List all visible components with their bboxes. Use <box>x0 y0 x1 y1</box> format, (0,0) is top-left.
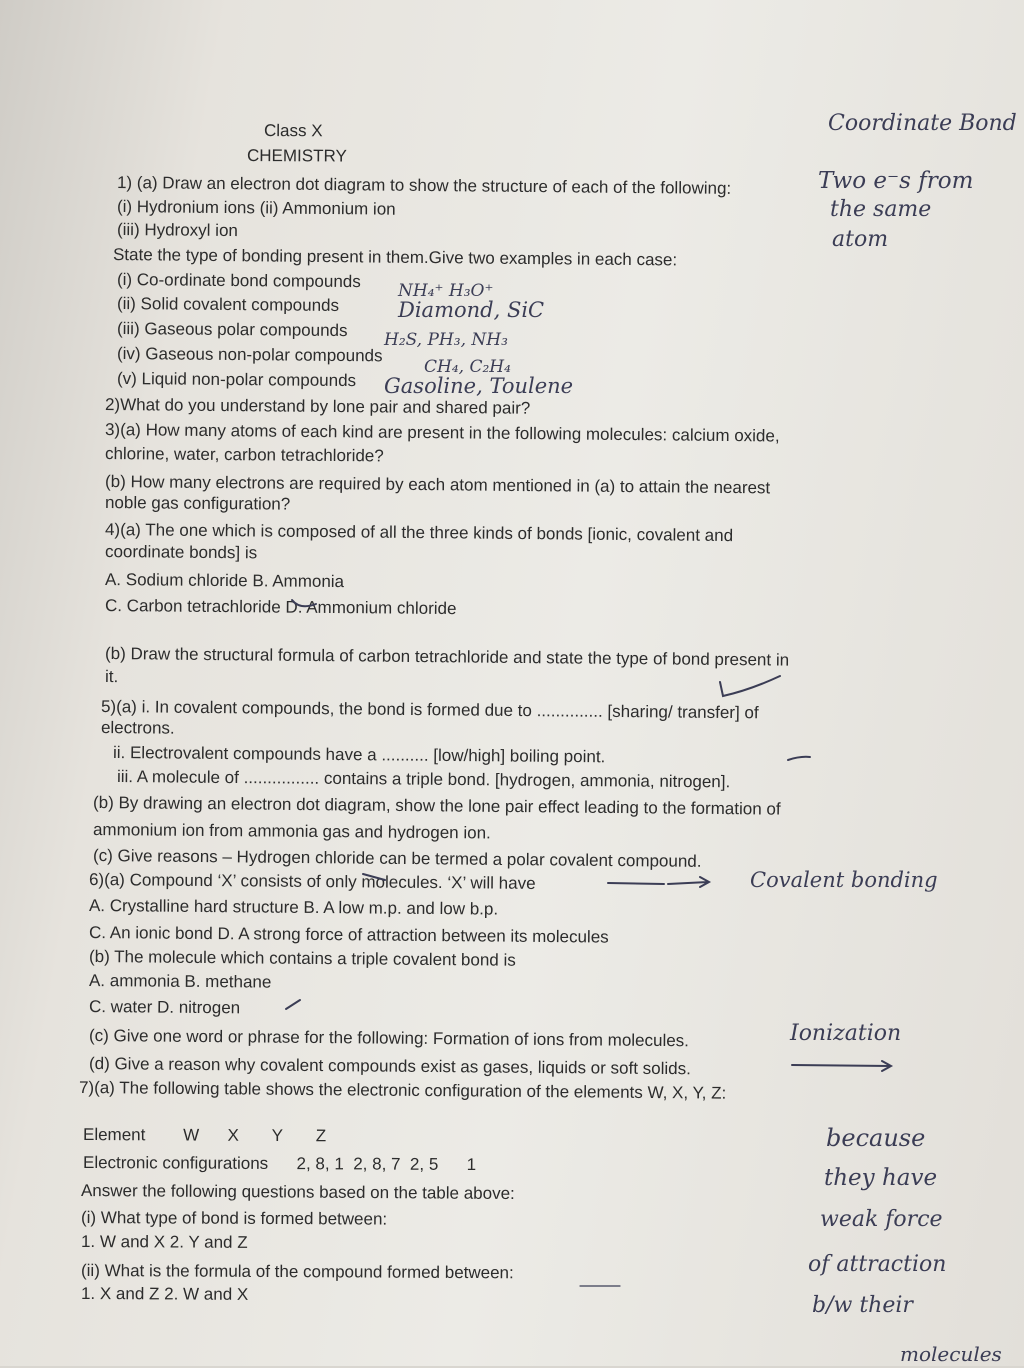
question-line: (c) Give one word or phrase for the following: Formation of ions from molecules. <box>88 1026 690 1051</box>
handwritten-note: Ionization <box>790 1021 902 1046</box>
handwritten-note: b/w their <box>812 1293 913 1318</box>
question-line: A. Sodium chloride B. Ammonia <box>104 570 345 592</box>
answer-arrow <box>792 1061 891 1071</box>
strike-through <box>363 874 385 880</box>
circle-mark <box>292 600 316 606</box>
question-line: (i) What type of bond is formed between: <box>80 1208 388 1229</box>
question-line: State the type of bonding present in them.Give two examples in each case: <box>112 245 678 270</box>
handwritten-note: molecules <box>900 1342 1002 1366</box>
question-line: ii. Electrovalent compounds have a .......... [low/high] boiling point. <box>112 743 606 767</box>
question-line: Answer the following questions based on the table above: <box>80 1181 515 1204</box>
handwritten-note: Gasoline, Toulene <box>384 374 574 398</box>
question-line: A. ammonia B. methane <box>88 971 272 992</box>
handwritten-note: Diamond, SiC <box>398 298 545 322</box>
handwritten-note: because <box>826 1124 926 1152</box>
question-line: electrons. <box>100 718 175 738</box>
question-line: (iii) Gaseous polar compounds <box>116 319 348 341</box>
handwritten-note: atom <box>832 227 889 252</box>
subject-title: CHEMISTRY <box>246 146 347 166</box>
question-line: 1. W and X 2. Y and Z <box>80 1232 248 1252</box>
question-line: 1) (a) Draw an electron dot diagram to show the structure of each of the following: <box>116 173 732 198</box>
question-line: (ii) What is the formula of the compound formed between: <box>80 1261 514 1283</box>
question-line: iii. A molecule of ................ contains a triple bond. [hydrogen, ammonia, nitrogen]. <box>116 767 731 792</box>
question-line: chlorine, water, carbon tetrachloride? <box>104 444 384 466</box>
question-line: (b) The molecule which contains a triple covalent bond is <box>88 947 516 970</box>
question-line: (iv) Gaseous non-polar compounds <box>116 344 383 366</box>
question-line: 4)(a) The one which is composed of all the three kinds of bonds [ionic, covalent and <box>104 520 734 546</box>
handwritten-note: H₂S, PH₃, NH₃ <box>384 330 508 350</box>
tick-mark <box>788 757 810 760</box>
handwritten-note: CH₄, C₂H₄ <box>424 357 511 377</box>
answer-arrow <box>608 877 709 887</box>
question-line: (c) Give reasons – Hydrogen chloride can be termed a polar covalent compound. <box>92 846 702 871</box>
question-line: (v) Liquid non-polar compounds <box>116 369 357 391</box>
handwritten-note: Two e⁻s from <box>818 168 974 194</box>
question-line: noble gas configuration? <box>104 493 291 514</box>
question-line: (i) Co-ordinate bond compounds <box>116 270 361 292</box>
handwritten-note: Covalent bonding <box>750 868 938 892</box>
question-line: ammonium ion from ammonia gas and hydrogen ion. <box>92 820 491 843</box>
question-line: (i) Hydronium ions (ii) Ammonium ion <box>116 197 396 219</box>
question-line: 7)(a) The following table shows the electronic configuration of the elements W, X, Y, Z: <box>78 1078 727 1103</box>
question-line: Electronic configurations 2, 8, 1 2, 8, 7 2, 5 1 <box>82 1153 477 1175</box>
question-line: 3)(a) How many atoms of each kind are present in the following molecules: calcium oxide, <box>104 420 780 446</box>
question-line: (ii) Solid covalent compounds <box>116 294 340 315</box>
strike-through <box>286 1000 300 1009</box>
question-line: C. Carbon tetrachloride D. Ammonium chloride <box>104 596 457 619</box>
question-line: A. Crystalline hard structure B. A low m.p. and low b.p. <box>88 896 499 919</box>
handwritten-note: they have <box>824 1165 938 1191</box>
question-line: (d) Give a reason why covalent compounds exist as gases, liquids or soft solids. <box>88 1054 691 1079</box>
handwritten-note: of attraction <box>808 1252 947 1277</box>
handwritten-note: NH₄⁺ H₃O⁺ <box>398 281 494 301</box>
question-line: (b) Draw the structural formula of carbon tetrachloride and state the type of bond present in <box>104 644 790 670</box>
question-line: (iii) Hydroxyl ion <box>116 220 239 241</box>
question-line: (b) How many electrons are required by each atom mentioned in (a) to attain the nearest <box>104 472 771 498</box>
question-line: C. An ionic bond D. A strong force of attraction between its molecules <box>88 923 609 947</box>
handwritten-note: weak force <box>820 1207 943 1232</box>
question-line: 5)(a) i. In covalent compounds, the bond is formed due to .............. [sharing/ transfer] of <box>100 697 759 723</box>
question-line: 1. X and Z 2. W and X <box>80 1284 249 1304</box>
question-line: it. <box>104 667 119 687</box>
handwritten-note: the same <box>830 197 932 222</box>
question-line: 2)What do you understand by lone pair and shared pair? <box>104 395 531 418</box>
question-line: (b) By drawing an electron dot diagram, show the lone pair effect leading to the formation of <box>92 793 781 819</box>
class-title: Class X <box>263 121 323 141</box>
question-line: Element W X Y Z <box>82 1125 327 1146</box>
handwritten-note: Coordinate Bond <box>828 111 1017 136</box>
question-line: coordinate bonds] is <box>104 542 258 563</box>
question-line: 6)(a) Compound ‘X’ consists of only molecules. ‘X’ will have <box>88 870 536 893</box>
question-line: C. water D. nitrogen <box>88 997 241 1018</box>
tick-mark <box>720 676 780 696</box>
